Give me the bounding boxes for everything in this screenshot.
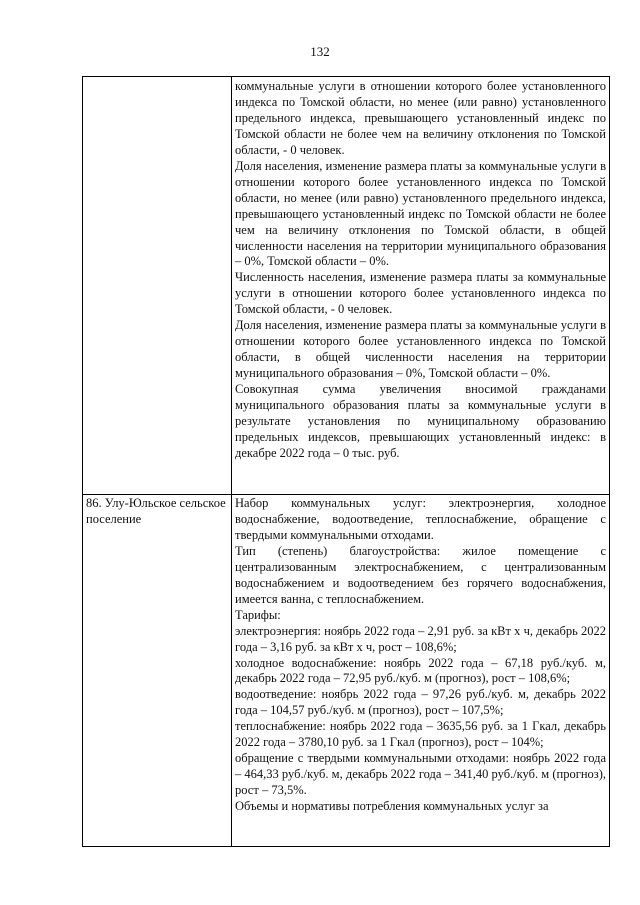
paragraph: электроэнергия: ноябрь 2022 года – 2,91 руб. за кВт х ч, декабрь 2022 года – 3,16 руб. за кВт х ч, рост – 108,6%; — [235, 623, 606, 654]
cell-content — [235, 496, 606, 846]
paragraph: коммунальные услуги в отношении которого более установленного индекса по Томской области, но менее (или равно) установленного предельного индекса, превышающего установленный индекс по Томской области не более чем на величину отклонения по Томской области, - 0 человек. — [235, 79, 606, 157]
paragraph: Совокупная сумма увеличения вносимой гражданами муниципального образования платы за коммунальные услуги в результате установления по муниципальному образованию предельных индексов, превышающих установленный индекс: в декабре 2022 года – 0 тыс. руб. — [235, 382, 606, 460]
paragraph: Объемы и нормативы потребления коммунальных услуг за — [235, 799, 549, 814]
description-cell — [232, 495, 610, 847]
page-number: 132 — [310, 44, 330, 59]
paragraph: Доля населения, изменение размера платы за коммунальные услуги в отношении которого более установленного индекса по Томской области, но менее (или равно) установленного предельного индекса, превышающего установленный индекс по Томской области не более чем на величину отклонения по Томской области, в общей численности населения на территории муниципального образования – 0%, Томской области – 0%. — [235, 158, 606, 269]
paragraph: Тарифы: — [235, 607, 281, 622]
description-cell — [232, 77, 610, 495]
paragraph: Численность населения, изменение размера платы за коммунальные услуги в отношении которого более установленного индекса по Томской области, - 0 человек. — [235, 270, 606, 317]
paragraph: водоотведение: ноябрь 2022 года – 97,26 руб./куб. м, декабрь 2022 года – 104,57 руб./куб. м (прогноз), рост – 107,5%; — [235, 687, 606, 718]
table-row — [83, 495, 610, 847]
paragraph: Доля населения, изменение размера платы за коммунальные услуги в отношении которого более установленного индекса по Томской области, в общей численности населения на территории муниципального образования – 0%, Томской области – 0%. — [235, 318, 606, 381]
paragraph: обращение с твердыми коммунальными отходами: ноябрь 2022 года – 464,33 руб./куб. м, декабрь 2022 года – 341,40 руб./куб. м (прогноз), рост – 73,5%. — [235, 751, 606, 798]
paragraph: холодное водоснабжение: ноябрь 2022 года – 67,18 руб./куб. м, декабрь 2022 года – 72,95 руб./куб. м (прогноз), рост – 108,6%; — [235, 655, 606, 686]
settlement-cell: 86. Улу-Юльское сельское поселение — [83, 495, 232, 847]
document-table — [82, 76, 610, 847]
paragraph: Набор коммунальных услуг: электроэнергия, холодное водоснабжение, водоотведение, теплоснабжение, обращение с твердыми коммунальными отходами. — [235, 496, 606, 542]
paragraph: теплоснабжение: ноябрь 2022 года – 3635,56 руб. за 1 Гкал, декабрь 2022 года – 3780,10 руб. за 1 Гкал (прогноз), рост – 104%; — [235, 719, 606, 750]
paragraph: Тип (степень) благоустройства: жилое помещение с централизованным электроснабжением, с централизованным водоснабжением и водоотведением без горячего водоснабжения, имеется ванна, с теплоснабжением. — [235, 543, 606, 606]
table-row — [83, 77, 610, 495]
settlement-cell — [83, 77, 232, 495]
